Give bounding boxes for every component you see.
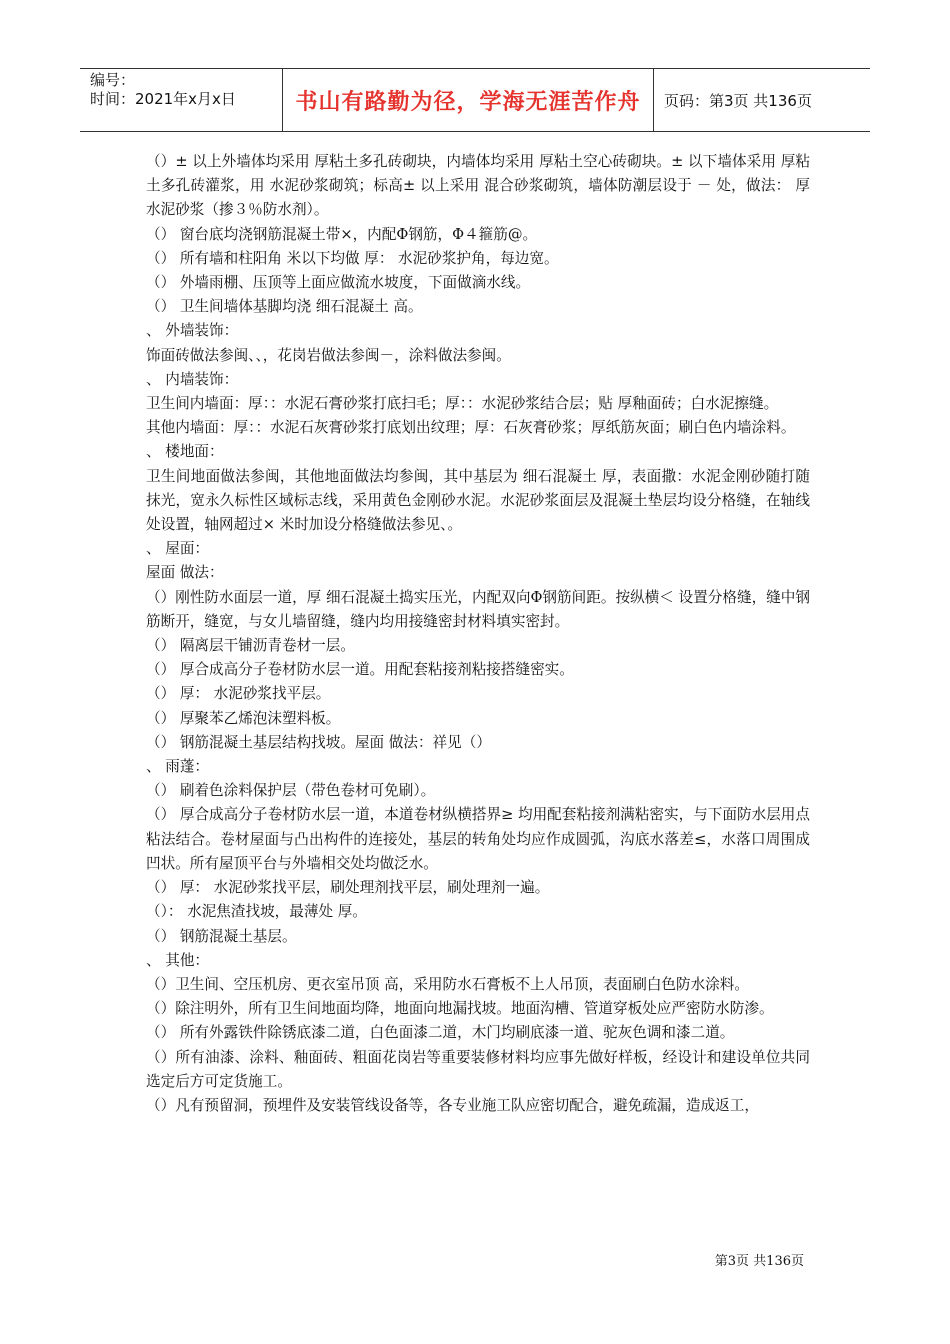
paragraph: （） 厚： 水泥砂浆找平层。 (146, 685, 331, 703)
paragraph: 屋面 做法： (146, 564, 224, 582)
paragraph: 、 外墙装饰： (146, 322, 239, 340)
paragraph: 、 内墙装饰： (146, 370, 239, 388)
paragraph: （） 所有外露铁件除锈底漆二道，白色面漆二道，木门均刷底漆一道、驼灰色调和漆二道。 (146, 1024, 735, 1042)
paragraph: （） 外墙雨棚、压顶等上面应做流水坡度，下面做滴水线。 (146, 274, 531, 292)
page-footer: 第3页 共136页 (714, 1254, 804, 1269)
paragraph: （） 厚： 水泥砂浆找平层，刷处理剂找平层，刷处理剂一遍。 (146, 879, 550, 897)
document-body (146, 150, 810, 1118)
paragraph: （） 所有墙和柱阳角 米以下均做 厚： 水泥砂浆护角，每边宽。 (146, 249, 559, 267)
paragraph: 其他内墙面：厚：：水泥石灰膏砂浆打底划出纹理；厚：石灰膏砂浆；厚纸筋灰面；刷白色内墙涂料。 (146, 419, 796, 437)
paragraph: （）除注明外，所有卫生间地面均降，地面向地漏找坡。地面沟槽、管道穿板处应严密防水防渗。 (146, 1000, 774, 1018)
paragraph: （）刚性防水面层一道，厚 细石混凝土捣实压光，内配双向Φ钢筋间距。按纵横＜ 设置分格缝，缝中钢筋断开，缝宽，与女儿墙留缝，缝内均用接缝密封材料填实密封。 (146, 588, 810, 630)
paragraph: （） 厚聚苯乙烯泡沫塑料板。 (146, 709, 341, 727)
paragraph: （）： 水泥焦渣找坡，最薄处 厚。 (146, 903, 367, 921)
number-label: 编号： (90, 71, 136, 89)
paragraph: （） 钢筋混凝土基层结构找坡。屋面 做法：祥见（） (146, 733, 491, 751)
paragraph: 卫生间内墙面：厚：：水泥石膏砂浆打底扫毛；厚：：水泥砂浆结合层；贴 厚釉面砖；白水泥擦缝。 (146, 395, 779, 413)
paragraph: （） 刷着色涂料保护层（带色卷材可免刷）。 (146, 782, 436, 800)
paragraph: （） 钢筋混凝土基层。 (146, 927, 297, 945)
paragraph: （） 厚合成高分子卷材防水层一道。用配套粘接剂粘接搭缝密实。 (146, 661, 574, 679)
paragraph: 、 楼地面： (146, 443, 224, 461)
header-meta (80, 69, 282, 131)
paragraph: 、 雨蓬： (146, 758, 210, 776)
paragraph: （）± 以上外墙体均采用 厚粘土多孔砖砌块，内墙体均采用 厚粘土空心砖砌块。± 以下墙体采用 厚粘土多孔砖灌浆，用 水泥砂浆砌筑；标高± 以上采用 混合砂浆砌筑，墙体防潮层设于 － 处，做法： 厚 水泥砂浆（掺３％防水剂）。 (146, 153, 810, 219)
paragraph: 、 屋面： (146, 540, 210, 558)
paragraph: 、 其他： (146, 951, 210, 969)
paragraph: （）卫生间、空压机房、更衣室吊顶 高，采用防水石膏板不上人吊顶，表面刷白色防水涂料。 (146, 975, 749, 993)
paragraph: （）凡有预留洞，预埋件及安装管线设备等，各专业施工队应密切配合，避免疏漏，造成返工， (146, 1096, 759, 1114)
paragraph: （） 厚合成高分子卷材防水层一道，本道卷材纵横搭界≥ 均用配套粘接剂满粘密实，与下面防水层用点粘法结合。卷材屋面与凸出构件的连接处，基层的转角处均应作成圆弧，沟底水落差≤，水落口周围成凹状。所有屋顶平台与外墙相交处均做泛水。 (146, 806, 810, 872)
paragraph: （）所有油漆、涂料、釉面砖、粗面花岗岩等重要装修材料均应事先做好样板，经设计和建设单位共同选定后方可定货施工。 (146, 1048, 810, 1090)
paragraph: （） 窗台底均浇钢筋混凝土带×，内配Φ钢筋，Φ４箍筋@。 (146, 225, 538, 243)
paragraph: （） 隔离层干铺沥青卷材一层。 (146, 637, 355, 655)
header-page-number: 页码：第3页 共136页 (664, 91, 812, 110)
header-motto: 书山有路勤为径，学海无涯苦作舟 (282, 69, 654, 131)
paragraph: 卫生间地面做法参闽，其他地面做法均参闽，其中基层为 细石混凝土 厚，表面撒：水泥金刚砂随打随抹光，宽永久标性区域标志线，采用黄色金刚砂水泥。水泥砂浆面层及混凝土垫层均设分格缝，在轴线处设置，轴网超过× 米时加设分格缝做法参见、。 (146, 467, 810, 534)
paragraph: 饰面砖做法参闽、、，花岗岩做法参闽－，涂料做法参闽。 (146, 346, 511, 364)
page-header (80, 68, 870, 132)
paragraph: （） 卫生间墙体基脚均浇 细石混凝土 高。 (146, 298, 423, 316)
time-label: 时间：2021年x月x日 (90, 90, 236, 108)
